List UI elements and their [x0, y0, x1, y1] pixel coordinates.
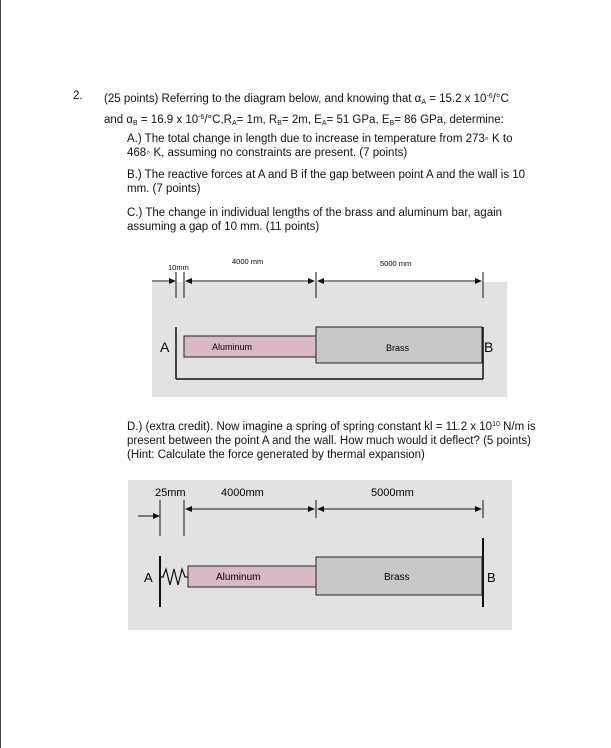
figure-2-shadow	[128, 480, 512, 630]
figure-2-brass-label: Brass	[384, 572, 410, 583]
intro-sub: B	[389, 119, 395, 127]
figure-1-brass-length-label: 5000 mm	[380, 259, 412, 268]
intro-sup: -6	[486, 93, 493, 100]
intro-text: /°C	[492, 93, 509, 105]
intro-sub: B	[277, 119, 282, 127]
intro-text: /°C,R	[204, 113, 232, 126]
figure-2-point-a-label: A	[144, 570, 153, 585]
intro-sub: A	[231, 119, 237, 127]
part-b-text: B.) The reactive forces at A and B if the gap between point A and the wall is 10 mm. (7 points)	[127, 169, 526, 195]
part-d-sup: 10	[492, 421, 500, 428]
part-a-text: A.) The total change in length due to increase in temperature from 273◦ K to 468◦ K, assuming no constraints are present. (7 points)	[127, 133, 513, 159]
intro-text: = 86 GPa, determine:	[394, 113, 504, 126]
intro-text: = 15.2 x 10	[426, 93, 487, 105]
intro-text: = 2m, E	[281, 113, 322, 126]
figure-2	[128, 480, 512, 630]
figure-2-brass-length-label: 5000mm	[371, 487, 414, 499]
intro-text: = 16.9 x 10	[137, 113, 199, 126]
part-c-text: C.) The change in individual lengths of the brass and aluminum bar, again assuming a gap of 10 mm. (11 points)	[127, 207, 503, 233]
question-number: 2.	[73, 90, 83, 102]
figure-2-aluminum-length-label: 4000mm	[221, 487, 264, 499]
figure-2-gap-label: 25mm	[155, 487, 186, 499]
intro-sub: A	[321, 119, 327, 127]
figure-1-point-a-label: A	[160, 339, 170, 355]
intro-text: = 1m, R	[236, 113, 278, 126]
figure-2-point-b-label: B	[487, 570, 496, 585]
intro-sub: A	[421, 99, 426, 106]
figure-1-aluminum-label: Aluminum	[212, 342, 253, 352]
figure-1-gap-label: 10mm	[168, 263, 189, 272]
part-d-pre: D.) (extra credit). Now imagine a spring of spring constant kl = 11.2 x 10	[127, 421, 493, 433]
figure-1-brass-label: Brass	[386, 343, 410, 353]
intro-text: and α	[104, 113, 134, 126]
intro-text: (25 points) Referring to the diagram below, and knowing that α	[104, 93, 422, 105]
figure-2-aluminum-label: Aluminum	[216, 572, 261, 583]
intro-sub: B	[133, 119, 138, 127]
part-d-post: N/m is present between the point A and the wall. How much would it deflect? (5 points) (Hint: Calculate the force generated by thermal expansion)	[127, 421, 536, 461]
figure-1-point-b-label: B	[484, 339, 494, 355]
figure-1-aluminum-length-label: 4000 mm	[232, 257, 264, 266]
intro-sup: -6	[198, 113, 205, 121]
figure-1	[152, 257, 507, 397]
intro-text: = 51 GPa, E	[326, 113, 390, 126]
